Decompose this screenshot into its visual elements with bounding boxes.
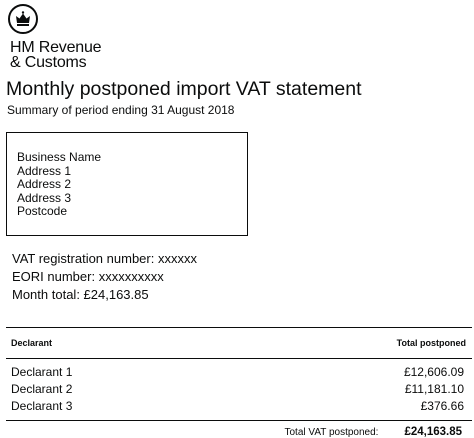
- statement-details: [12, 250, 197, 304]
- table-header: [6, 327, 472, 359]
- total-row: [284, 426, 462, 438]
- page-subtitle: Summary of period ending 31 August 2018: [7, 103, 235, 117]
- total-label: Total VAT postponed:: [284, 427, 379, 438]
- table-row: [6, 364, 472, 381]
- address-line-2: Address 2: [17, 177, 72, 191]
- declarant-amount: £11,181.10: [404, 382, 464, 396]
- declarant-table: [6, 327, 472, 438]
- declarant-name: Declarant 2: [11, 382, 73, 396]
- address-box: [6, 132, 248, 236]
- column-header-declarant: Declarant: [11, 338, 53, 348]
- eori-number: EORI number: xxxxxxxxxx: [12, 269, 164, 284]
- total-value: £24,163.85: [404, 426, 462, 438]
- logo-text-line2: & Customs: [10, 54, 87, 71]
- address-line-3: Address 3: [17, 190, 72, 205]
- table-row: [6, 398, 472, 415]
- total-divider: [6, 420, 472, 421]
- declarant-name: Declarant 3: [11, 399, 73, 413]
- logo-text-line1: HM Revenue: [10, 39, 102, 56]
- declarant-amount: £12,606.09: [403, 365, 464, 379]
- crest-ring: [8, 4, 38, 34]
- table-body: [6, 359, 472, 415]
- table-row: [6, 381, 472, 398]
- month-total: Month total: £24,163.85: [12, 287, 149, 302]
- crown-icon: [14, 10, 32, 28]
- column-header-total: Total postponed: [396, 338, 466, 348]
- address-postcode: Postcode: [17, 204, 68, 218]
- declarant-amount: £376.66: [420, 399, 464, 413]
- declarant-name: Declarant 1: [11, 365, 73, 379]
- vat-registration-number: VAT registration number: xxxxxx: [12, 251, 197, 266]
- address-business-name: Business Name: [17, 150, 102, 164]
- page-title: Monthly postponed import VAT statement: [6, 78, 362, 100]
- address-line-1: Address 1: [17, 163, 72, 178]
